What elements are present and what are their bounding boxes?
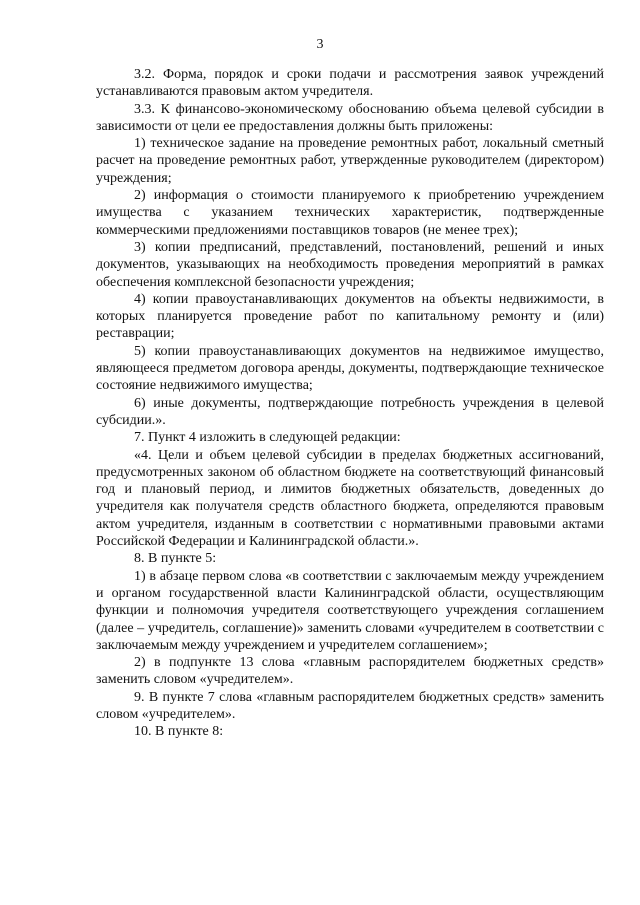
list-item-2: 2) информация о стоимости планируемого к приобретению учреждением имущества с указанием технических характеристик, подтвержденные коммерческими предложениями поставщиков товаров (не менее трех);	[96, 188, 604, 238]
list-item-1: 1) техническое задание на проведение ремонтных работ, локальный сметный расчет на проведение ремонтных работ, утвержденные руководителем (директором) учреждения;	[96, 136, 604, 186]
list-item-4: 4) копии правоустанавливающих документов на объекты недвижимости, в которых планируется проведение работ по капитальному ремонту и (или) реставрации;	[96, 291, 604, 342]
paragraph-3-2: 3.2. Форма, порядок и сроки подачи и рассмотрения заявок учреждений устанавливаются правовым актом учредителя.	[96, 67, 604, 100]
paragraph-3-3: 3.3. К финансово-экономическому обоснованию объема целевой субсидии в зависимости от цели ее предоставления должны быть приложены:	[96, 101, 604, 134]
paragraph-8-item-2: 2) в подпункте 13 слова «главным распорядителем бюджетных средств» заменить словом «учредителем».	[96, 655, 604, 688]
paragraph-10: 10. В пункте 8:	[134, 724, 224, 740]
list-item-5: 5) копии правоустанавливающих документов на недвижимое имущество, являющееся предметом договора аренды, документы, подтверждающие техническое состояние недвижимого имущества;	[96, 343, 604, 394]
paragraph-7-quote: «4. Цели и объем целевой субсидии в пределах бюджетных ассигнований, предусмотренных законом об областном бюджете на соответствующий финансовый год и плановый период, и лимитов бюджетных обязательств, доведенных до учредителя как получателя средств областного бюджета, определяются правовым актом учредителя, изданным в соответствии с нормативными правовыми актами Российской Федерации и Калининградской области.».	[96, 447, 604, 550]
paragraph-8: 8. В пункте 5:	[134, 551, 217, 567]
paragraph-7: 7. Пункт 4 изложить в следующей редакции:	[134, 430, 401, 446]
paragraph-8-item-1: 1) в абзаце первом слова «в соответствии с заключаемым между учреждением и органом государственной власти Калининградской области, осуществляющим функции и полномочия учредителя соответствующего учреждения соглашением (далее – учредитель, соглашение)» заменить словами «учредителем в соответствии с заключаемым между учреждением и учредителем соглашением»;	[96, 568, 604, 653]
list-item-6: 6) иные документы, подтверждающие потребность учреждения в целевой субсидии.».	[96, 395, 604, 428]
page-number: 3	[316, 37, 324, 52]
document-body	[96, 66, 604, 741]
paragraph-9: 9. В пункте 7 слова «главным распорядителем бюджетных средств» заменить словом «учредителем».	[96, 689, 604, 722]
list-item-3: 3) копии предписаний, представлений, постановлений, решений и иных документов, указывающих на необходимость проведения мероприятий в рамках обеспечения комплексной безопасности учреждения;	[96, 239, 604, 290]
